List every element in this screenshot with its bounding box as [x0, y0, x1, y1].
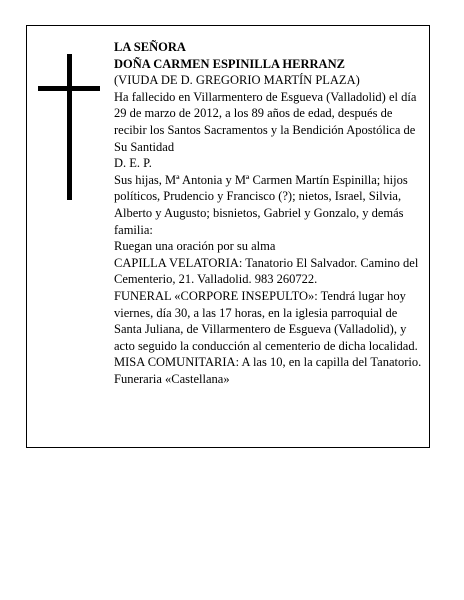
family-list: Sus hijas, Mª Antonia y Mª Carmen Martín Espinilla; hijos políticos, Prudencio y Francisco (?); nietos, Israel, Silvia, Alberto y Augusto; bisnietos, Gabriel y Gonzalo, y demás familia: — [114, 172, 408, 237]
obituary-notice — [26, 25, 430, 448]
funeral-info: FUNERAL «CORPORE INSEPULTO»: Tendrá lugar hoy viernes, día 30, a las 17 horas, en la iglesia parroquial de Santa Juliana, de Villarmentero de Esgueva (Valladolid), y acto seguido la conducción al cementerio de dicha localidad. — [114, 288, 418, 353]
deceased-name: DOÑA CARMEN ESPINILLA HERRANZ — [114, 56, 345, 71]
notice-title: LA SEÑORA — [114, 40, 186, 54]
latin-cross-icon — [38, 54, 100, 200]
rest-in-peace: D. E. P. — [114, 156, 152, 171]
widow-of: (VIUDA DE D. GREGORIO MARTÍN PLAZA) — [114, 73, 360, 88]
cross-vertical-bar — [67, 54, 72, 200]
funeral-home: Funeraria «Castellana» — [114, 371, 230, 386]
cross-horizontal-bar — [38, 86, 100, 91]
notice-text — [114, 39, 426, 387]
death-statement: Ha fallecido en Villarmentero de Esgueva (Valladolid) el día 29 de marzo de 2012, a los 89 años de edad, después de recibir los Santos Sacramentos y la Bendición Apostólica de Su Santidad — [114, 89, 417, 154]
mass-info: MISA COMUNITARIA: A las 10, en la capilla del Tanatorio. — [114, 355, 422, 370]
chapel-info: CAPILLA VELATORIA: Tanatorio El Salvador. Camino del Cementerio, 21. Valladolid. 983 260722. — [114, 255, 419, 287]
prayer-request: Ruegan una oración por su alma — [114, 239, 276, 254]
